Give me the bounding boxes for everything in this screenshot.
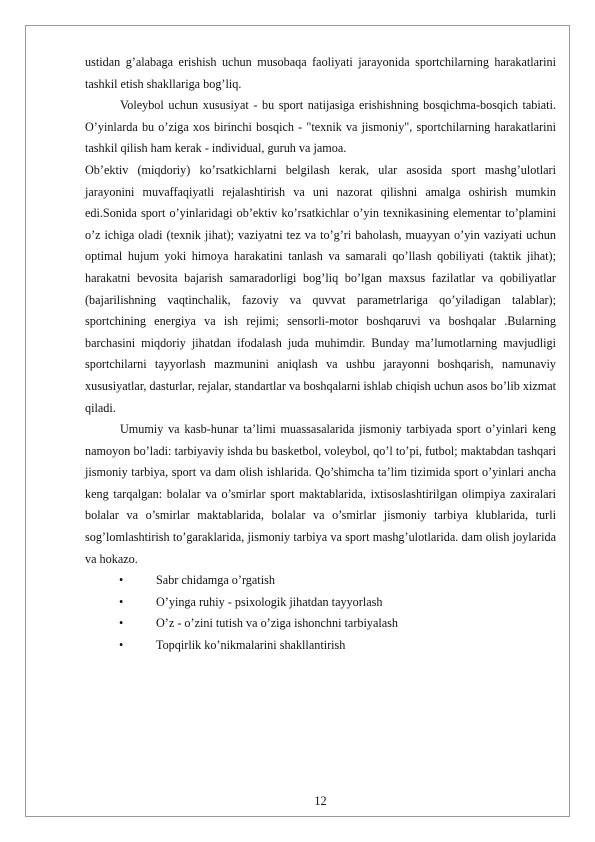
list-item xyxy=(85,570,556,592)
list-item-text: Topqirlik ko’nikmalarini shakllantirish xyxy=(156,638,346,653)
list-item xyxy=(85,592,556,614)
paragraph-1: ustidan g’alabaga erishish uchun musobaqa faoliyati jarayonida sportchilarning harakatlarini tashkil etish shakllariga bog’liq. xyxy=(85,55,556,91)
bullet-icon: • xyxy=(119,616,124,631)
paragraph-4: Umumiy va kasb-hunar ta’limi muassasalarida jismoniy tarbiyada sport o’yinlari keng namoyon bo’ladi: tarbiyaviy ishda bu basketbol, voleybol, qo’l to’pi, futbol; maktabdan tashqari jismoniy tarbiya, sport va dam olish ishlarida. Qo’shimcha ta’lim tizimida sport o’yinlari ancha keng tarqalgan: bolalar va o’smirlar sport maktablarida, ixtisoslashtirilgan olimpiya zaxiralari bolalar va o’smirlar maktablarida, bolalar va o’smirlar jismoniy tarbiya klublarida, turli sog’lomlashtirish to’garaklarida, jismoniy tarbiya va sport mashg’ulotlarida. dam olish joylarida va hokazo. xyxy=(85,422,556,566)
list-item-text: Sabr chidamga o’rgatish xyxy=(156,573,275,588)
list-item-text: O’z - o’zini tutish va o’ziga ishonchni tarbiyalash xyxy=(156,616,398,631)
bullet-icon: • xyxy=(119,638,124,653)
bullet-list xyxy=(85,570,556,656)
page-number: 12 xyxy=(314,794,327,808)
list-item-text: O’yinga ruhiy - psixologik jihatdan tayyorlash xyxy=(156,594,383,609)
paragraph-3: Ob’ektiv (miqdoriy) ko’rsatkichlarni belgilash kerak, ular asosida sport mashg’ulotlari jarayonini muvaffaqiyatli rejalashtirish va uni nazorat qilishni amalga oshirish mumkin edi.Sonida sport o’yinlaridagi ob’ektiv ko’rsatkichlar o’yin texnikasining elementar to’plamini o’z ichiga oladi (texnik jihat); vaziyatni tez va to’g’ri baholash, muayyan o’yin vaziyati uchun optimal hujum yoki himoya harakatini tanlash va samarali qo’llash qobiliyati (taktik jihat); harakatni bevosita bajarish samaradorligi bog’liq bo’lgan maxsus fazilatlar va qobiliyatlar (bajarilishning vaqtinchalik, fazoviy va quvvat parametrlariga qo’yiladigan talablar); sportchining energiya va ish rejimi; sensorli-motor boshqaruvi va boshqalar .Bularning barchasini miqdoriy jihatdan ifodalash juda muhimdir. Bunday ma’lumotlarning mavjudligi sportchilarni tayyorlash mazmunini aniqlash va ushbu jarayonni boshqarish, namunaviy xususiyatlar, dasturlar, rejalar, standartlar va boshqalarni ishlab chiqish uchun asos bo’lib xizmat qiladi. xyxy=(85,162,557,415)
document-body xyxy=(85,52,556,657)
list-item xyxy=(85,613,556,635)
bullet-icon: • xyxy=(119,573,124,588)
bullet-icon: • xyxy=(119,594,124,609)
paragraph-2: Voleybol uchun xususiyat - bu sport natijasiga erishishning bosqichma-bosqich tabiati. O’yinlarda bu o’ziga xos birinchi bosqich - "texnik va jismoniy", sportchilarning harakatlarini tashkil qilish ham kerak - individual, guruh va jamoa. xyxy=(85,98,556,156)
list-item xyxy=(85,635,556,657)
